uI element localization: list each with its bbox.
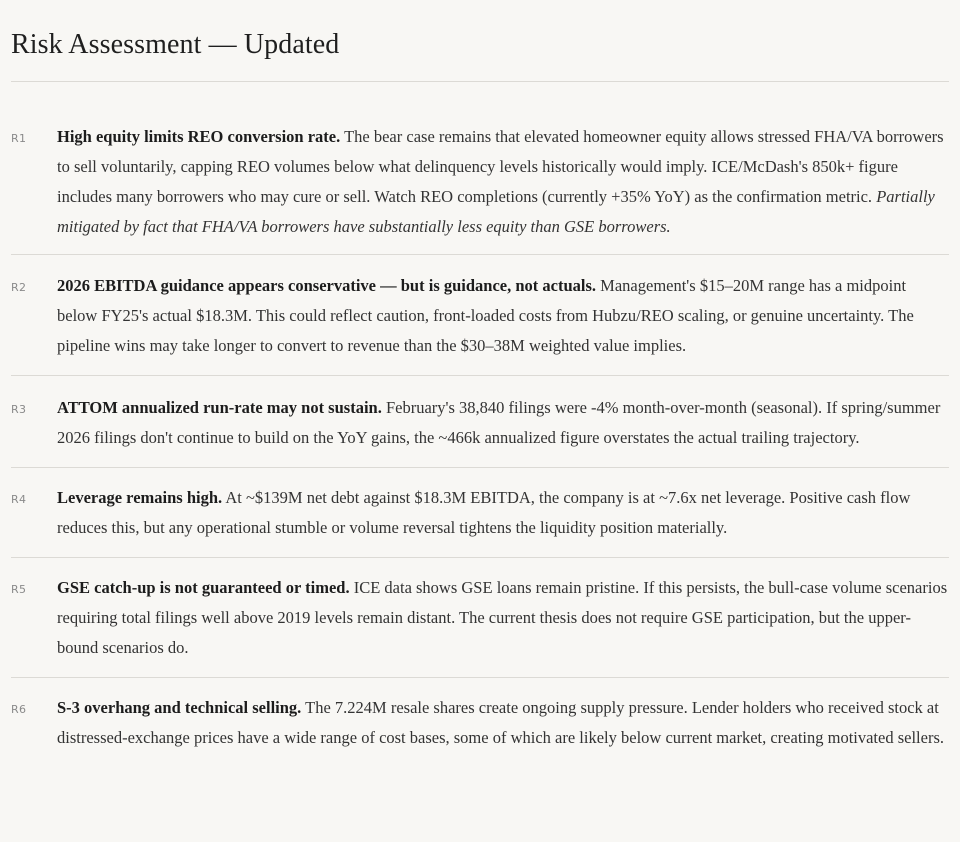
risk-note: Partially mitigated by fact that FHA/VA borrowers have substantially less equity than GSE borrowers. bbox=[57, 187, 935, 236]
risk-item bbox=[11, 468, 949, 558]
risk-body bbox=[57, 483, 949, 543]
risk-text: At ~$139M net debt against $18.3M EBITDA, the company is at ~7.6x net leverage. Positive cash flow reduces this, but any operational stumble or volume reversal tightens the liquidity position materially. bbox=[57, 488, 911, 537]
risk-list bbox=[11, 114, 949, 763]
risk-lead: GSE catch-up is not guaranteed or timed. bbox=[57, 578, 350, 597]
risk-lead: Leverage remains high. bbox=[57, 488, 223, 507]
risk-body bbox=[57, 271, 949, 361]
risk-id: R6 bbox=[11, 703, 27, 716]
risk-text: Management's $15–20M range has a midpoint below FY25's actual $18.3M. This could reflect caution, front-loaded costs from Hubzu/REO scaling, or genuine uncertainty. The pipeline wins may take longer to convert to revenue than the $30–38M weighted value implies. bbox=[57, 276, 914, 355]
risk-text: ICE data shows GSE loans remain pristine. If this persists, the bull-case volume scenarios requiring total filings well above 2019 levels remain distant. The current thesis does not require GSE participation, but the upper-bound scenarios do. bbox=[57, 578, 948, 657]
risk-item bbox=[11, 558, 949, 678]
risk-id: R4 bbox=[11, 493, 27, 506]
risk-text: The 7.224M resale shares create ongoing supply pressure. Lender holders who received stock at distressed-exchange prices have a wide range of cost bases, some of which are likely below current market, creating motivated sellers. bbox=[57, 698, 944, 747]
risk-lead: 2026 EBITDA guidance appears conservative — but is guidance, not actuals. bbox=[57, 276, 597, 295]
risk-item bbox=[11, 255, 949, 376]
page-title: Risk Assessment — Updated bbox=[11, 29, 340, 60]
risk-lead: S-3 overhang and technical selling. bbox=[57, 698, 302, 717]
risk-body bbox=[57, 693, 949, 753]
risk-item bbox=[11, 678, 949, 763]
risk-id: R3 bbox=[11, 403, 27, 416]
risk-text: The bear case remains that elevated homeowner equity allows stressed FHA/VA borrowers to sell voluntarily, capping REO volumes below what delinquency levels historically would imply. ICE/McDash's 850k+ figure includes many borrowers who may cure or sell. Watch REO completions (currently +35% YoY) as the confirmation metric. bbox=[57, 127, 944, 206]
risk-id: R5 bbox=[11, 583, 27, 596]
risk-item bbox=[11, 376, 949, 468]
risk-body bbox=[57, 393, 949, 453]
risk-id: R1 bbox=[11, 132, 27, 145]
risk-id: R2 bbox=[11, 281, 27, 294]
risk-item bbox=[11, 114, 949, 255]
document bbox=[11, 0, 949, 763]
title-divider bbox=[11, 81, 949, 82]
risk-body bbox=[57, 122, 949, 242]
risk-text: February's 38,840 filings were -4% month-over-month (seasonal). If spring/summer 2026 filings don't continue to build on the YoY gains, the ~466k annualized figure overstates the actual trailing trajectory. bbox=[57, 398, 941, 447]
risk-body bbox=[57, 573, 949, 663]
risk-lead: ATTOM annualized run-rate may not sustain. bbox=[57, 398, 382, 417]
risk-lead: High equity limits REO conversion rate. bbox=[57, 127, 341, 146]
